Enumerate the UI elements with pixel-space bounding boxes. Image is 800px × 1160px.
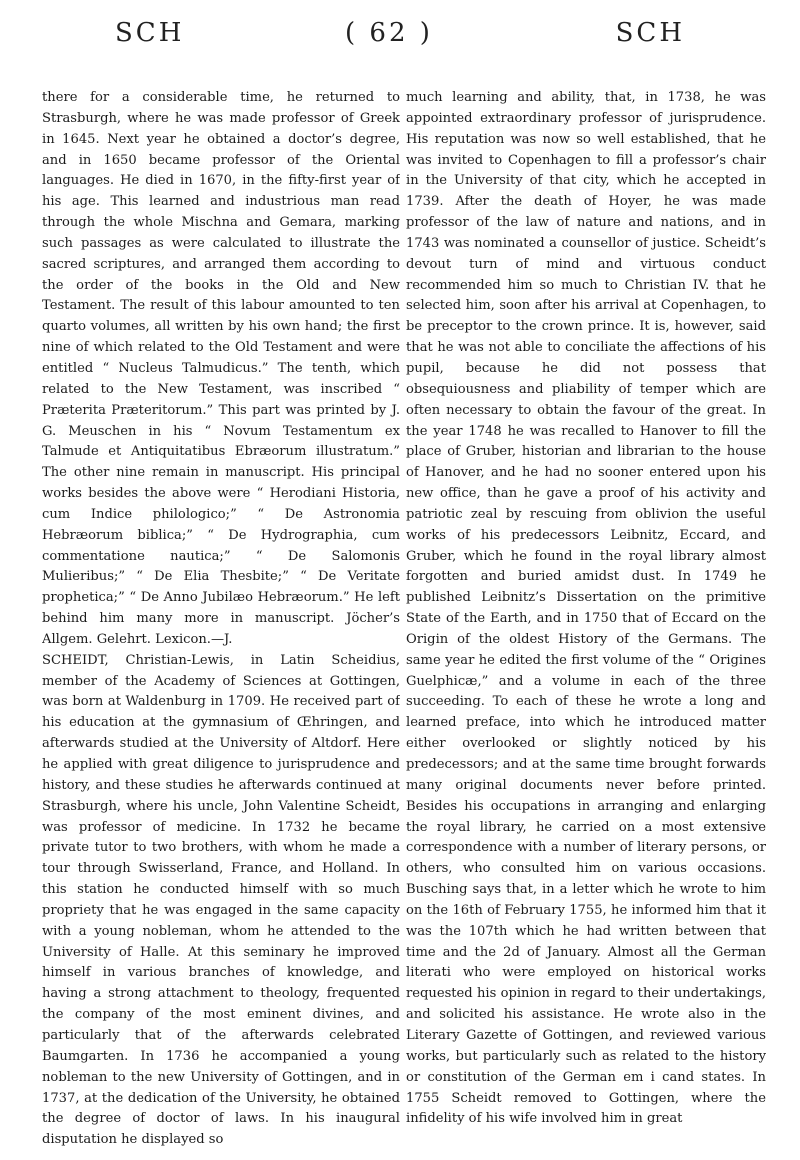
paragraph-schmidt-continued: there for a considerable time, he returned to Strasburgh, where he was made professor of Greek in 1645. Next year he obtained a doctor’s degree, and in 1650 became professor of the Oriental languages. He died in 1670, in the fifty-first year of his age. This learned and industrious man read through the whole Mischna and Gemara, marking such passages as were calculated to illustrate the sacred scriptures, and arranged them according to the order of the books in the Old and New Testament. The result of this labour amounted to ten quarto volumes, all written by his own hand; the first nine of which related to the Old Testament and were entitled “ Nucleus Talmudicus.” The tenth, which related to the New Testament, was inscribed “ Præterita Præteritorum.” This part was printed by J. G. Meuschen in his “ Novum Testamentum ex Talmude et Antiquitatibus Ebræorum illustratum.” The other nine remain in manuscript. His principal works besides the above were “ Herodiani Historia, cum Indice philologico;” “ De Astronomia Hebræorum biblica;” “ De Hydrographia, cum commentatione nautica;” “ De Salomonis Mulieribus;” “ De Elia Thesbite;” “ De Veritate prophetica;” “ De Anno Jubilæo Hebræorum.” He left behind him many more in manuscript. Jöcher’s Allgem. Gelehrt. Lexicon.—J.	[42, 90, 400, 647]
running-header	[40, 18, 760, 58]
paragraph-scheidt-continued: much learning and ability, that, in 1738, he was appointed extraordinary professor of jurisprudence. His reputation was now so well established, that he was invited to Copenhagen to fill a professor’s chair in the University of that city, which he accepted in 1739. After the death of Hoyer, he was made professor of the law of nature and nations, and in 1743 was nominated a counsellor of justice. Scheidt’s devout turn of mind and virtuous conduct recommended him so much to Christian IV. that he selected him, soon after his arrival at Copenhagen, to be preceptor to the crown prince. It is, however, said that he was not able to conciliate the affections of his pupil, because he did not possess that obsequiousness and pliability of temper which are often necessary to obtain the favour of the great. In the year 1748 he was recalled to Hanover to fill the place of Gruber, historian and librarian to the house of Hanover, and he had no sooner entered upon his new office, than he gave a proof of his activity and patriotic zeal by rescuing from oblivion the useful works of his predecessors Leibnitz, Eccard, and Gruber, which he found in the royal library almost forgotten and buried amidst dust. In 1749 he published Leibnitz’s Dissertation on the primitive State of the Earth, and in 1750 that of Eccard on the Origin of the oldest History of the Germans. The same year he edited the first volume of the “ Origines Guelphicæ,” and a volume in each of the three succeeding. To each of these he wrote a long and learned preface, into which he introduced matter either overlooked or slightly noticed by his predecessors; and at the same time brought forwards many original documents never before printed. Besides his occupations in arranging and enlarging the royal library, he carried on a most extensive correspondence with a number of literary persons, or others, who consulted him on various occasions. Busching says that, in a letter which he wrote to him on the 16th of February 1755, he informed him that it was the 107th which he had written between that time and the 2d of January. Almost all the German literati who were employed on historical works requested his opinion in regard to their undertakings, and solicited his assistance. He wrote also in the Literary Gazette of Gottingen, and reviewed various works, but particularly such as related to the history or constitution of the German em i cand states. In 1755 Scheidt removed to Gottingen, where the infidelity of his wife involved him in great	[406, 90, 766, 1127]
right-column	[406, 88, 766, 1148]
header-right-word: SCH	[615, 18, 685, 48]
entry-scheidt: SCHEIDT, Christian-Lewis, in Latin Scheidius, member of the Academy of Sciences at Gottingen, was born at Waldenburg in 1709. He received part of his education at the gymnasium of Œhringen, and afterwards studied at the University of Altdorf. Here he applied with great diligence to jurisprudence and history, and these studies he afterwards continued at Strasburgh, where his uncle, John Valentine Scheidt, was professor of medicine. In 1732 he became private tutor to two brothers, with whom he made a tour through Swisserland, France, and Holland. In this station he conducted himself with so much propriety that he was engaged in the same capacity with a young nobleman, whom he attended to the University of Halle. At this seminary he improved himself in various branches of knowledge, and having a strong attachment to theology, frequented the company of the most eminent divines, and particularly that of the afterwards celebrated Baumgarten. In 1736 he accompanied a young nobleman to the new University of Gottingen, and in 1737, at the dedication of the University, he obtained the degree of doctor of laws. In his inaugural disputation he displayed so	[42, 652, 400, 1148]
page-number: ( 62 )	[345, 18, 433, 48]
left-column	[42, 88, 400, 1148]
header-left-word: SCH	[115, 18, 185, 48]
